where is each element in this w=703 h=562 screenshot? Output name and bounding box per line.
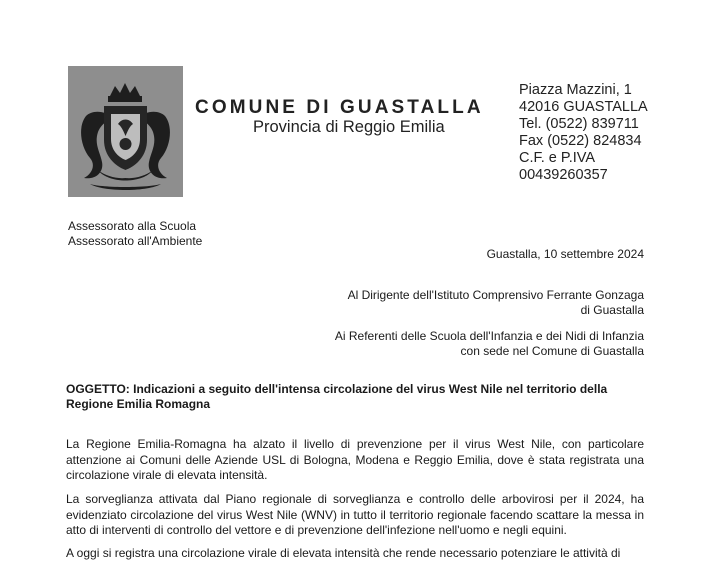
address-fax: Fax (0522) 824834	[519, 133, 642, 149]
address-street: Piazza Mazzini, 1	[519, 82, 632, 98]
body-paragraph: La Regione Emilia-Romagna ha alzato il livello di prevenzione per il virus West Nile, con particolare attenzione ai Comuni delle Aziende USL di Bologna, Modena e Reggio Emilia, dove è stata registrata una circolazione virale di elevata intensità.	[66, 437, 644, 482]
recipient-block	[348, 288, 644, 318]
office-line: Assessorato alla Scuola	[68, 219, 197, 233]
office-line: Assessorato all'Ambiente	[68, 233, 203, 248]
recipient-line: con sede nel Comune di Guastalla	[460, 344, 644, 358]
letter-date: Guastalla, 10 settembre 2024	[486, 247, 644, 261]
address-tax-label: C.F. e P.IVA	[519, 150, 596, 166]
provincia-subtitle: Provincia di Reggio Emilia	[253, 118, 445, 136]
comune-title: COMUNE DI GUASTALLA	[195, 97, 484, 118]
body-paragraph: A oggi si registra una circolazione virale di elevata intensità che rende necessario potenziare le attività di	[66, 546, 621, 560]
recipient-line: Ai Referenti delle Scuola dell'Infanzia e dei Nidi di Infanzia	[334, 329, 644, 343]
recipient-line: Al Dirigente dell'Istituto Comprensivo Ferrante Gonzaga	[347, 288, 644, 302]
address-city: 42016 GUASTALLA	[519, 99, 648, 115]
coat-of-arms-emblem	[68, 66, 183, 197]
letter-subject: OGGETTO: Indicazioni a seguito dell'intensa circolazione del virus West Nile nel territorio della Regione Emilia Romagna	[66, 382, 608, 411]
body-paragraph: La sorveglianza attivata dal Piano regionale di sorveglianza e controllo delle arbovirosi per il 2024, ha evidenziato circolazione del virus West Nile (WNV) in tutto il territorio regionale facendo scattare la messa in atto di interventi di controllo del vettore e di prevenzione dell'infezione nell'uomo e negli equini.	[66, 492, 644, 537]
recipient-line: di Guastalla	[580, 303, 644, 317]
address-tax-number: 00439260357	[519, 167, 608, 183]
address-phone: Tel. (0522) 839711	[519, 116, 639, 132]
contact-address-block	[519, 82, 648, 184]
offices-block	[68, 219, 202, 248]
recipient-block	[335, 329, 644, 359]
